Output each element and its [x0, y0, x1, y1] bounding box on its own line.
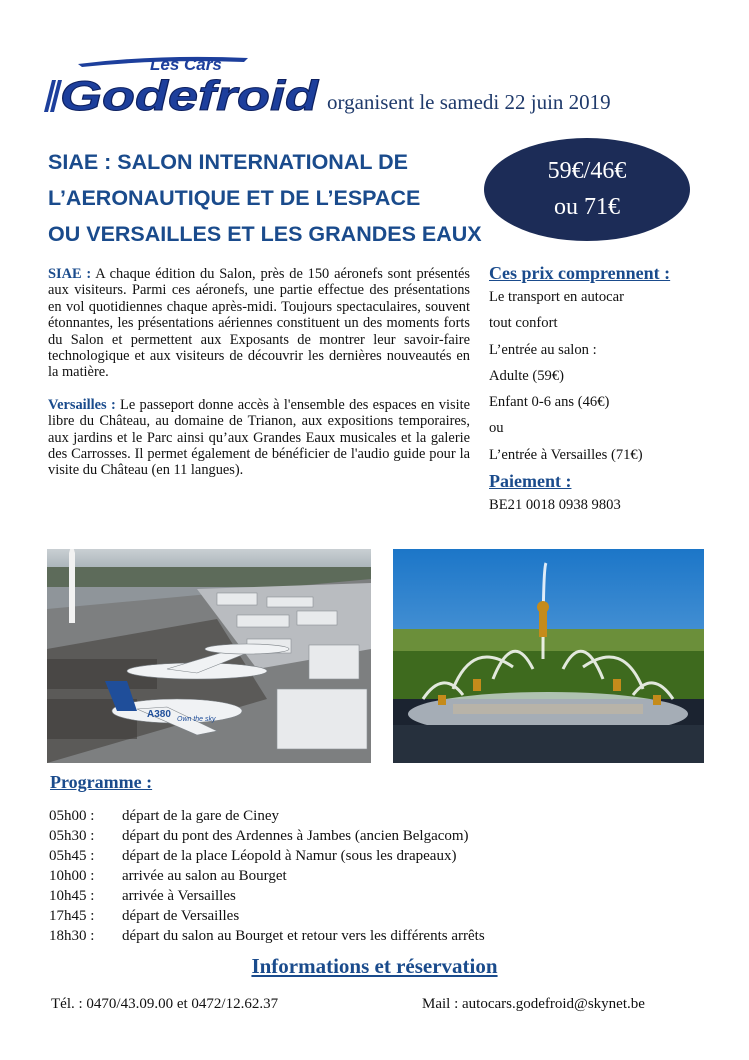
airshow-photo	[47, 549, 371, 763]
programme-text: départ de la place Léopold à Namur (sous les drapeaux)	[122, 848, 457, 864]
programme-time: 10h00 :	[49, 868, 95, 884]
logo-small-text: Les Cars	[150, 55, 222, 74]
siae-lead: SIAE :	[48, 266, 92, 282]
programme-text: départ du salon au Bourget et retour vers les différents arrêts	[122, 928, 485, 944]
godefroid-logo	[38, 50, 323, 118]
price-badge	[484, 138, 690, 241]
siae-paragraph	[48, 266, 470, 381]
email-contact: Mail : autocars.godefroid@skynet.be	[422, 996, 645, 1012]
prices-include-title: Ces prix comprennent :	[489, 263, 671, 283]
logo-name-text: Godefroid	[60, 72, 320, 118]
title-line-2: L’AERONAUTIQUE ET DE L’ESPACE	[48, 186, 421, 210]
phone-contact: Tél. : 0470/43.09.00 et 0472/12.62.37	[51, 996, 279, 1012]
prices-column	[489, 262, 729, 518]
payment-title: Paiement :	[489, 471, 572, 492]
page-title	[48, 144, 508, 252]
fountain-photo	[393, 549, 704, 763]
programme-row	[49, 846, 485, 866]
programme-row	[49, 906, 485, 926]
price-detail-line: L’entrée au salon :	[489, 341, 597, 358]
title-line-3: OU VERSAILLES ET LES GRANDES EAUX	[48, 222, 482, 246]
programme-text: départ de la gare de Ciney	[122, 808, 280, 824]
title-line-1: SIAE : SALON INTERNATIONAL DE	[48, 150, 408, 174]
price-detail-line: L’entrée à Versailles (71€)	[489, 446, 643, 463]
event-date-line: organisent le samedi 22 juin 2019	[327, 90, 611, 114]
price-detail-line: Le transport en autocar	[489, 289, 624, 305]
versailles-lead: Versailles :	[48, 396, 116, 413]
price-detail-line: Adulte (59€)	[489, 367, 564, 384]
info-title: Informations et réservation	[251, 954, 498, 978]
programme-row	[49, 926, 485, 946]
programme-text: arrivée à Versailles	[122, 888, 236, 904]
programme-time: 17h45 :	[49, 908, 95, 924]
programme-text: départ de Versailles	[122, 908, 240, 924]
programme-row	[49, 866, 485, 886]
programme-text: arrivée au salon au Bourget	[122, 868, 287, 884]
price-line-2: ou 71€	[554, 194, 620, 220]
programme-time: 05h00 :	[49, 808, 95, 824]
programme-time: 18h30 :	[49, 928, 95, 944]
airplane-label: A380	[147, 709, 171, 720]
versailles-paragraph	[48, 397, 470, 479]
description-column	[48, 266, 470, 495]
airplane-slogan: Own the sky	[177, 716, 216, 723]
price-detail-line: Enfant 0-6 ans (46€)	[489, 394, 610, 411]
programme-text: départ du pont des Ardennes à Jambes (ancien Belgacom)	[122, 828, 469, 844]
payment-iban: BE21 0018 0938 9803	[489, 497, 621, 514]
programme-row	[49, 826, 485, 846]
programme-time: 05h30 :	[49, 828, 95, 844]
price-detail-line: tout confort	[489, 315, 558, 332]
price-line-1: 59€/46€	[547, 158, 627, 184]
programme-row	[49, 886, 485, 906]
price-detail-line: ou	[489, 420, 504, 437]
versailles-text: Le passeport donne accès à l'ensemble des espaces en visite libre du Château, au domaine de Trianon, aux expositions temporaires, aux jardins et le Parc ainsi qu’aux Grandes Eaux musicales et la galerie des Carrosses. Il permet également de bénéficier de l'audio guide pour la visite du Château (en 11 langues).	[48, 396, 470, 479]
programme-time: 05h45 :	[49, 848, 95, 864]
programme-title: Programme :	[50, 772, 153, 792]
siae-text: A chaque édition du Salon, près de 150 aéronefs sont présentés aux visiteurs. Parmi ces aéronefs, une partie effectue des présentations en vol quotidiennes chaque après-midi. Toujours spectaculaires, souvent étonnantes, les présentations aériennes constituent un des moments forts du Salon et permettent aux Exposants de montrer leur savoir-faire technologique et aux visiteurs de découvrir les dernières nouveautés en la matière.	[48, 266, 470, 381]
programme-row	[49, 806, 485, 826]
programme-list	[49, 806, 485, 946]
programme-time: 10h45 :	[49, 888, 95, 904]
